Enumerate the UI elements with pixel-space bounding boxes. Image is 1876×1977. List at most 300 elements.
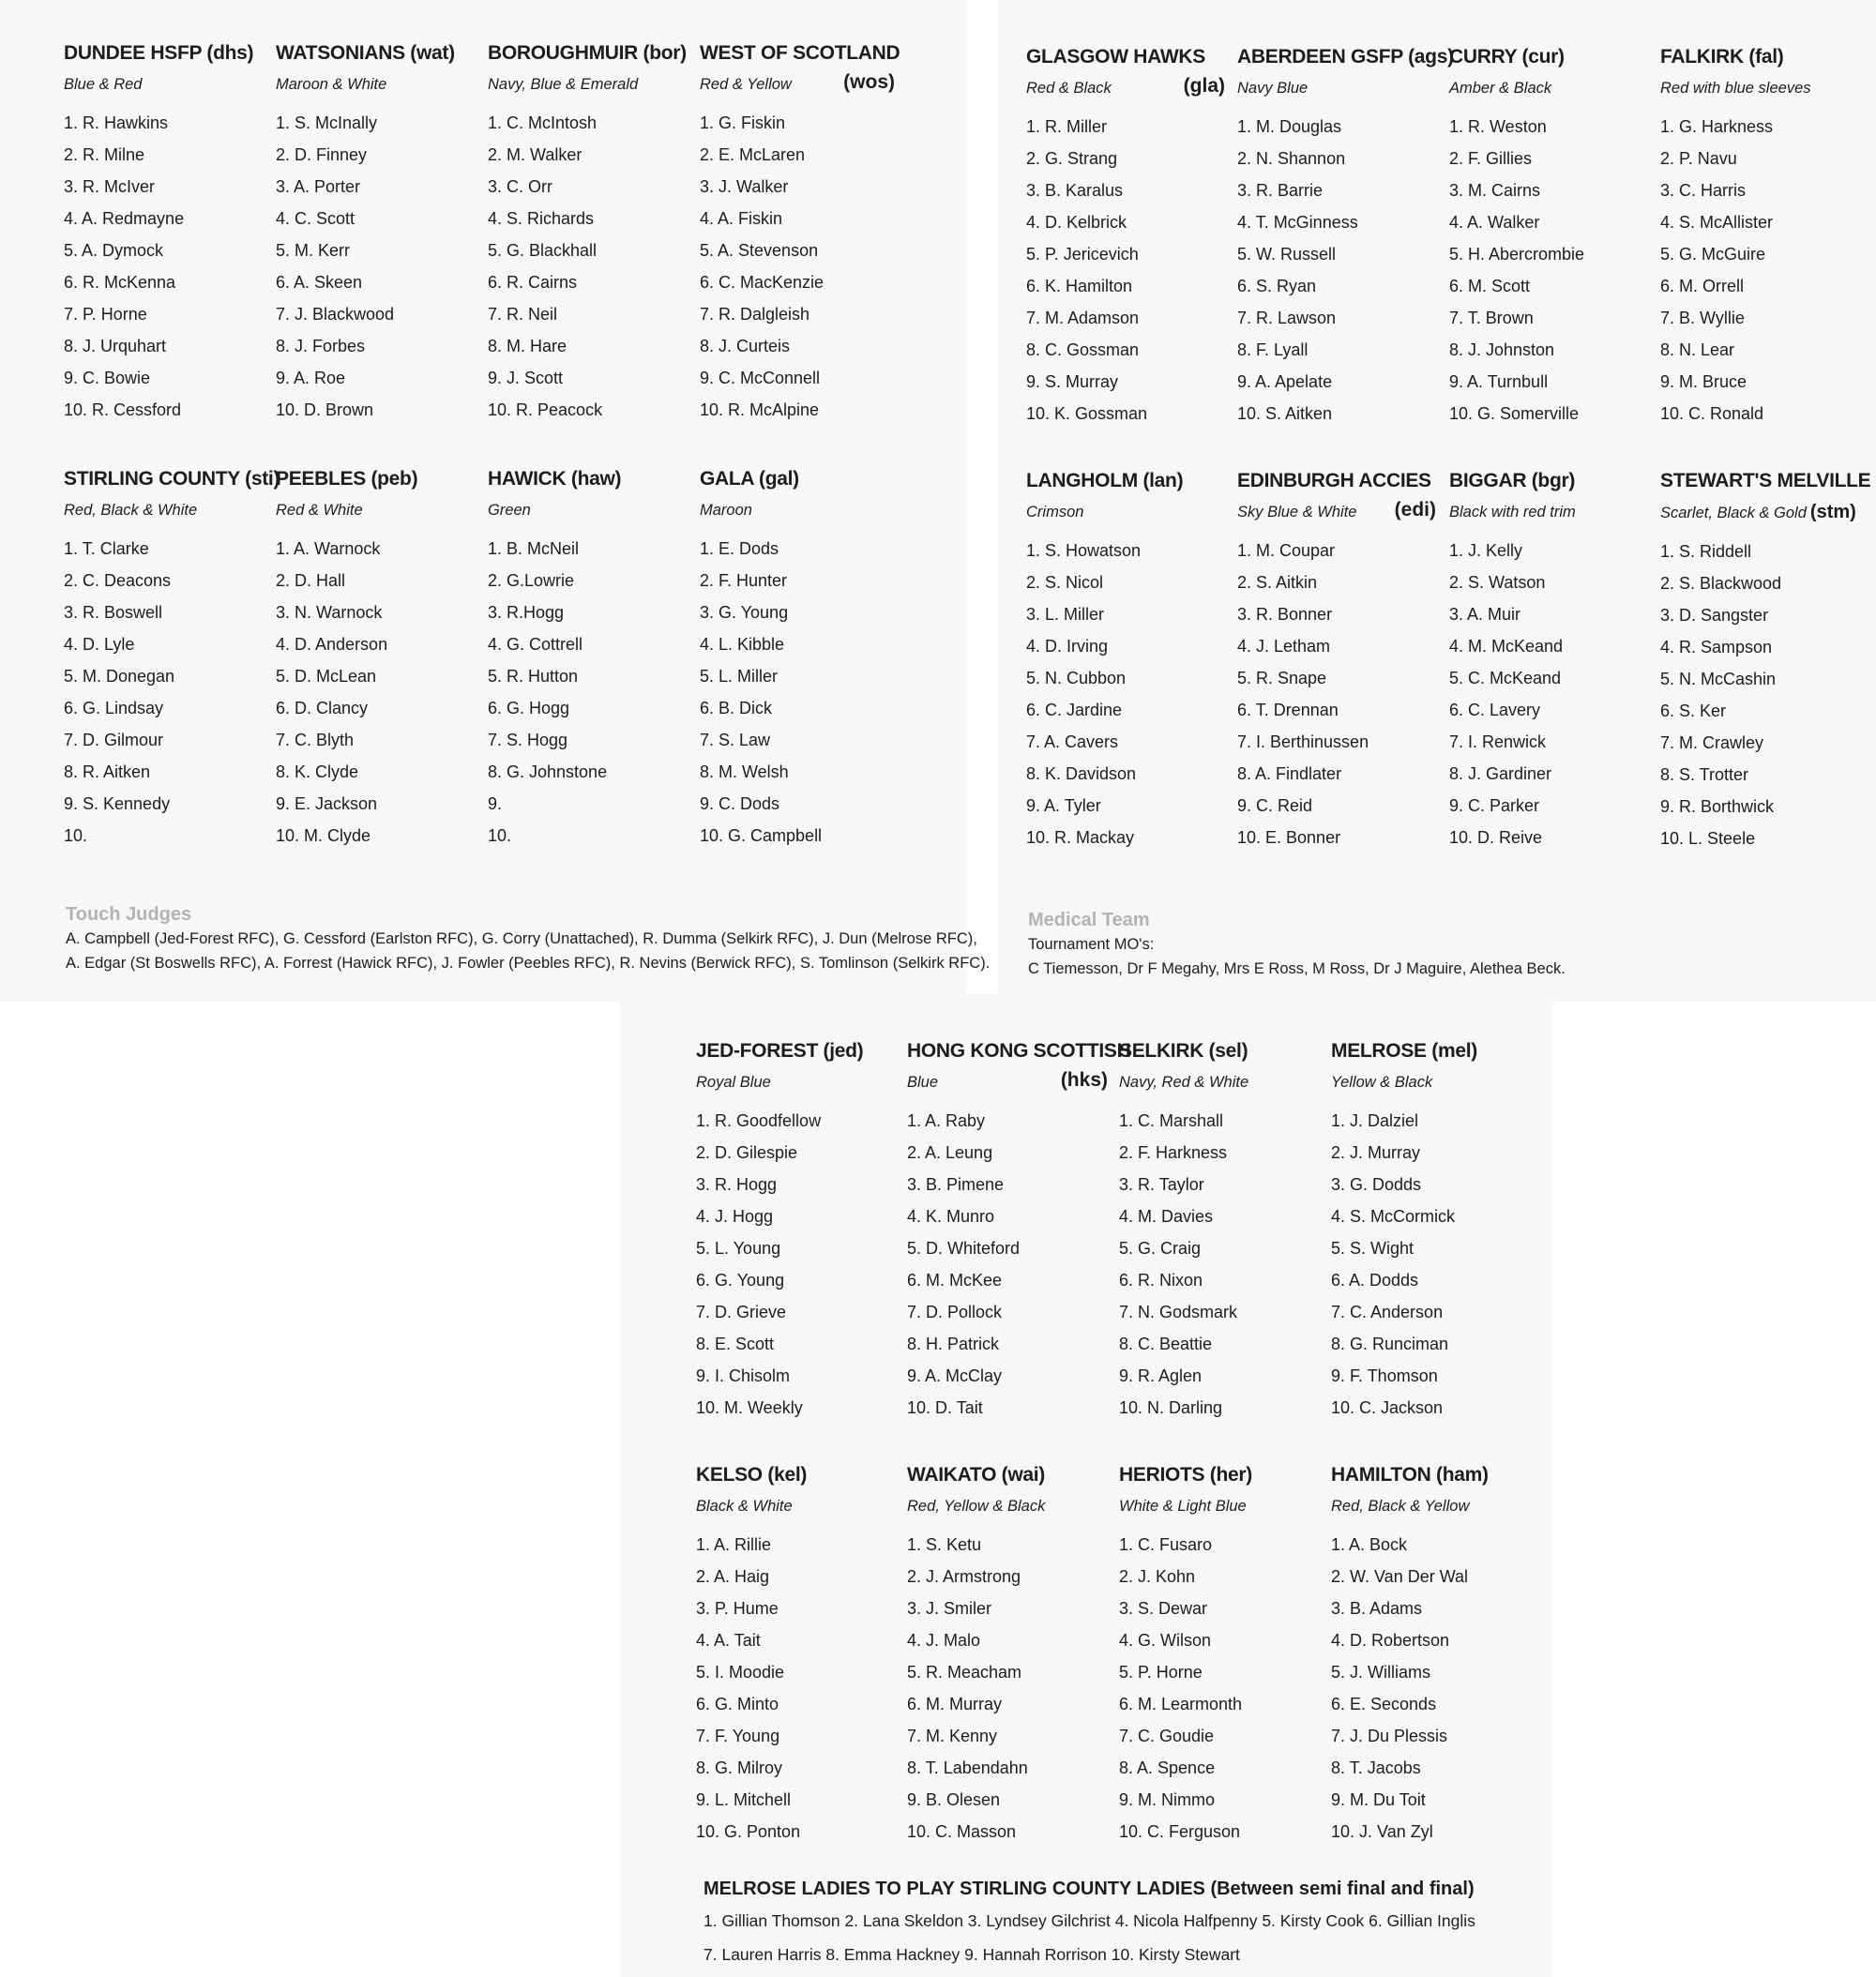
team-colours	[907, 1497, 1110, 1516]
player-entry: 5. M. Donegan	[64, 667, 175, 686]
team-colours-text: Blue & Red	[64, 76, 143, 93]
player-entry: 6. C. Jardine	[1026, 701, 1123, 719]
player-entry: 9. E. Jackson	[276, 794, 378, 813]
team-colours-text: Maroon & White	[276, 76, 387, 93]
team-colours	[1237, 79, 1438, 98]
team-name-text: MELROSE (mel)	[1331, 1040, 1477, 1062]
player-entry: 1. G. Fiskin	[700, 113, 786, 132]
player-entry: 6. C. Lavery	[1449, 701, 1541, 719]
player-entry: 9. S. Murray	[1026, 372, 1119, 391]
player-entry: 3. C. Orr	[488, 177, 553, 196]
player-entry: 3. S. Dewar	[1119, 1599, 1208, 1618]
player-entry: 8. A. Findlater	[1237, 764, 1342, 783]
player-entry: 8. J. Forbes	[276, 337, 366, 355]
team-colours	[1237, 499, 1438, 521]
player-entry: 8. J. Curteis	[700, 337, 791, 355]
player-entry: 2. M. Walker	[488, 145, 582, 164]
player-entry: 6. C. MacKenzie	[700, 273, 825, 292]
player-entry: 1. C. McIntosh	[488, 113, 598, 132]
player-entry: 3. R. Bonner	[1237, 605, 1333, 624]
player-entry: 2. J. Murray	[1331, 1143, 1421, 1162]
player-entry: 9. B. Olesen	[907, 1790, 1001, 1809]
player-entry: 4. J. Hogg	[696, 1207, 774, 1226]
player-entry: 2. F. Hunter	[700, 571, 788, 590]
player-entry: 8. J. Gardiner	[1449, 764, 1552, 783]
team-colours-text: Navy Blue	[1237, 80, 1309, 97]
player-entry: 2. F. Gillies	[1449, 149, 1533, 168]
player-entry: 6. K. Hamilton	[1026, 277, 1133, 295]
player-entry: 5. H. Abercrombie	[1449, 245, 1585, 264]
player-entry: 1. A. Warnock	[276, 539, 381, 558]
player-entry: 9. J. Scott	[488, 369, 564, 387]
team-colours	[276, 501, 473, 520]
player-list	[696, 1529, 899, 1848]
player-list	[700, 533, 897, 852]
player-entry: 6. R. McKenna	[64, 273, 176, 292]
player-entry: 5. C. McKeand	[1449, 669, 1562, 687]
player-entry: 4. T. McGinness	[1237, 213, 1358, 232]
player-entry: 5. I. Moodie	[696, 1663, 785, 1682]
team-name-text: SELKIRK (sel)	[1119, 1040, 1248, 1062]
team-colours	[1026, 503, 1227, 521]
player-entry: 10. E. Bonner	[1237, 828, 1341, 847]
player-entry: 10.	[64, 826, 88, 845]
player-entry: 5. L. Miller	[700, 667, 779, 686]
team-hamilton-ham	[1331, 1463, 1534, 1848]
player-entry: 8. M. Welsh	[700, 762, 789, 781]
team-west-of-scotland	[700, 41, 900, 426]
player-entry: 6. S. Ker	[1660, 702, 1727, 720]
team-colours-text: Royal Blue	[696, 1074, 771, 1091]
player-entry: 9.	[488, 794, 503, 813]
medical-team-section	[1028, 908, 1566, 981]
player-entry: 9. R. Aglen	[1119, 1366, 1203, 1385]
touch-judges-line-2: A. Edgar (St Boswells RFC), A. Forrest (Hawick RFC), J. Fowler (Peebles RFC), R. Nevins (Berwick RFC), S. Tomlinson (Selkirk RFC).	[66, 955, 991, 972]
team-langholm-lan	[1026, 469, 1227, 853]
touch-judges-section	[66, 902, 990, 975]
team-colours	[696, 1073, 899, 1092]
player-entry: 9. M. Bruce	[1660, 372, 1747, 391]
team-code: (hks)	[1060, 1069, 1108, 1091]
team-colours-text: Navy, Red & White	[1119, 1074, 1249, 1091]
ladies-match-title: MELROSE LADIES TO PLAY STIRLING COUNTY LADIES (Between semi final and final)	[704, 1879, 1475, 1899]
player-entry: 5. P. Horne	[1119, 1663, 1203, 1682]
team-colours	[488, 75, 685, 94]
player-entry: 10. N. Darling	[1119, 1398, 1223, 1417]
team-name	[1660, 469, 1871, 493]
player-entry: 10. D. Reive	[1449, 828, 1543, 847]
player-entry: 4. S. McCormick	[1331, 1207, 1456, 1226]
team-colours	[488, 501, 685, 520]
player-entry: 4. D. Lyle	[64, 635, 135, 654]
player-entry: 10. D. Tait	[907, 1398, 983, 1417]
player-entry: 7. D. Pollock	[907, 1303, 1003, 1321]
player-entry: 2. S. Blackwood	[1660, 574, 1782, 593]
player-entry: 7. M. Kenny	[907, 1727, 998, 1745]
team-name-text: HAWICK (haw)	[488, 468, 622, 490]
left-page	[0, 0, 991, 1002]
team-colours	[64, 75, 261, 94]
player-entry: 1. J. Dalziel	[1331, 1111, 1419, 1130]
team-colours-text: Red with blue sleeves	[1660, 80, 1811, 97]
player-entry: 10. C. Ronald	[1660, 404, 1764, 423]
player-entry: 5. A. Stevenson	[700, 241, 819, 260]
player-entry: 10. K. Gossman	[1026, 404, 1148, 423]
player-entry: 5. M. Kerr	[276, 241, 351, 260]
player-entry: 7. C. Goudie	[1119, 1727, 1215, 1745]
team-name	[1449, 45, 1650, 69]
team-name	[1331, 1463, 1534, 1487]
player-entry: 9. C. Parker	[1449, 796, 1540, 815]
player-entry: 8. K. Clyde	[276, 762, 359, 781]
player-entry: 1. C. Marshall	[1119, 1111, 1224, 1130]
player-entry: 5. L. Young	[696, 1239, 781, 1258]
player-list	[1660, 111, 1861, 430]
player-entry: 10. G. Ponton	[696, 1822, 801, 1841]
team-name-text: STIRLING COUNTY (sti)	[64, 468, 280, 490]
player-entry: 3. R. McIver	[64, 177, 156, 196]
ladies-match-section	[704, 1876, 1529, 1969]
player-entry: 3. A. Porter	[276, 177, 361, 196]
player-entry: 6. A. Dodds	[1331, 1271, 1419, 1290]
player-entry: 10. M. Weekly	[696, 1398, 803, 1417]
team-hong-kong-scottish	[907, 1039, 1131, 1424]
team-colours-text: Red & Yellow	[700, 76, 792, 93]
team-name	[1026, 45, 1227, 69]
team-colours-text: Crimson	[1026, 504, 1084, 521]
player-entry: 4. G. Wilson	[1119, 1631, 1212, 1650]
player-entry: 8. E. Scott	[696, 1335, 775, 1353]
player-entry: 4. S. McAllister	[1660, 213, 1774, 232]
player-entry: 5. R. Hutton	[488, 667, 579, 686]
team-name-text: GLASGOW HAWKS	[1026, 46, 1205, 68]
team-colours	[1449, 503, 1650, 521]
ladies-team-line-1: 1. Gillian Thomson 2. Lana Skeldon 3. Lyndsey Gilchrist 4. Nicola Halfpenny 5. Kirsty Cook 6. Gillian Inglis	[704, 1911, 1475, 1930]
team-name	[1331, 1039, 1534, 1064]
player-list	[1331, 1105, 1534, 1424]
player-entry: 2. J. Kohn	[1119, 1567, 1196, 1586]
team-selkirk-sel	[1119, 1039, 1322, 1424]
player-entry: 10. S. Aitken	[1237, 404, 1333, 423]
player-list	[907, 1529, 1110, 1848]
player-entry: 2. E. McLaren	[700, 145, 806, 164]
player-list	[1449, 111, 1650, 430]
player-list	[64, 107, 261, 426]
player-entry: 6. R. Nixon	[1119, 1271, 1203, 1290]
team-name	[488, 467, 685, 491]
player-entry: 4. L. Kibble	[700, 635, 785, 654]
team-colours-text: Red, Black & Yellow	[1331, 1498, 1470, 1515]
player-entry: 7. C. Blyth	[276, 731, 355, 749]
player-entry: 7. J. Du Plessis	[1331, 1727, 1448, 1745]
player-entry: 6. T. Drennan	[1237, 701, 1339, 719]
player-entry: 4. R. Sampson	[1660, 638, 1773, 656]
team-colours-text: Red & Black	[1026, 80, 1112, 97]
player-entry: 1. C. Fusaro	[1119, 1535, 1213, 1554]
team-stirling-county-sti	[64, 467, 280, 852]
player-entry: 2. A. Haig	[696, 1567, 770, 1586]
team-name-text: CURRY (cur)	[1449, 46, 1565, 68]
player-entry: 7. M. Adamson	[1026, 309, 1140, 327]
player-entry: 5. G. McGuire	[1660, 245, 1766, 264]
player-entry: 9. C. McConnell	[700, 369, 821, 387]
player-entry: 1. S. Ketu	[907, 1535, 982, 1554]
player-list	[700, 107, 897, 426]
player-entry: 9. A. McClay	[907, 1366, 1003, 1385]
team-name	[276, 467, 473, 491]
team-name-text: ABERDEEN GSFP (ags)	[1237, 46, 1454, 68]
player-entry: 1. A. Rillie	[696, 1535, 772, 1554]
player-entry: 8. T. Labendahn	[907, 1758, 1028, 1777]
team-heriots-her	[1119, 1463, 1322, 1848]
player-entry: 3. C. Harris	[1660, 181, 1747, 200]
player-list	[907, 1105, 1110, 1424]
player-entry: 3. N. Warnock	[276, 603, 383, 622]
player-entry: 10. R. Cessford	[64, 400, 182, 419]
team-name	[1449, 469, 1650, 493]
player-entry: 9. A. Tyler	[1026, 796, 1101, 815]
player-entry: 6. G. Lindsay	[64, 699, 164, 717]
player-entry: 5. R. Meacham	[907, 1663, 1022, 1682]
team-colours	[907, 1069, 1110, 1092]
player-entry: 10. C. Masson	[907, 1822, 1017, 1841]
player-entry: 8. R. Aitken	[64, 762, 151, 781]
player-entry: 2. W. Van Der Wal	[1331, 1567, 1469, 1586]
team-colours	[1119, 1073, 1322, 1092]
player-entry: 6. M. McKee	[907, 1271, 1003, 1290]
team-colours-text: Green	[488, 502, 531, 519]
player-entry: 4. J. Letham	[1237, 637, 1331, 656]
team-colours-text: Red, Black & White	[64, 502, 198, 519]
player-entry: 4. J. Malo	[907, 1631, 981, 1650]
player-entry: 3. R. Taylor	[1119, 1175, 1204, 1194]
team-stewart-s-melville	[1660, 469, 1871, 854]
right-page	[998, 0, 1876, 1002]
player-entry: 2. J. Armstrong	[907, 1567, 1021, 1586]
player-entry: 4. A. Walker	[1449, 213, 1540, 232]
player-entry: 5. N. McCashin	[1660, 670, 1777, 688]
player-entry: 10. M. Clyde	[276, 826, 371, 845]
team-falkirk-fal	[1660, 45, 1861, 430]
team-hawick-haw	[488, 467, 685, 852]
team-melrose-mel	[1331, 1039, 1534, 1424]
team-colours-text: Blue	[907, 1074, 939, 1091]
player-entry: 8. H. Patrick	[907, 1335, 1000, 1353]
player-entry: 3. M. Cairns	[1449, 181, 1541, 200]
player-entry: 1. T. Clarke	[64, 539, 149, 558]
player-entry: 4. M. McKeand	[1449, 637, 1564, 656]
team-name-text: WATSONIANS (wat)	[276, 42, 455, 64]
team-code: (wos)	[843, 71, 895, 93]
team-colours	[1331, 1497, 1534, 1516]
team-colours	[696, 1497, 899, 1516]
player-entry: 6. A. Skeen	[276, 273, 363, 292]
player-entry: 6. S. Ryan	[1237, 277, 1317, 295]
player-entry: 2. R. Milne	[64, 145, 145, 164]
touch-judges-title: Touch Judges	[66, 904, 192, 925]
player-entry: 6. G. Hogg	[488, 699, 570, 717]
player-list	[1026, 535, 1227, 853]
player-entry: 5. S. Wight	[1331, 1239, 1415, 1258]
player-entry: 4. S. Richards	[488, 209, 595, 228]
team-name	[696, 1463, 899, 1487]
team-colours-text: Black with red trim	[1449, 504, 1576, 521]
team-biggar-bgr	[1449, 469, 1650, 853]
player-entry: 9. C. Dods	[700, 794, 780, 813]
player-entry: 7. T. Brown	[1449, 309, 1534, 327]
player-entry: 3. D. Sangster	[1660, 606, 1769, 625]
player-entry: 1. M. Douglas	[1237, 117, 1342, 136]
player-entry: 9. A. Turnbull	[1449, 372, 1549, 391]
player-entry: 1. A. Bock	[1331, 1535, 1408, 1554]
player-entry: 3. R. Boswell	[64, 603, 163, 622]
team-name	[1026, 469, 1227, 493]
team-colours-text: Sky Blue & White	[1237, 504, 1357, 521]
player-entry: 8. M. Hare	[488, 337, 567, 355]
player-entry: 9. A. Roe	[276, 369, 346, 387]
player-entry: 4. A. Redmayne	[64, 209, 185, 228]
player-entry: 9. I. Chisolm	[696, 1366, 791, 1385]
team-colours-text: Red, Yellow & Black	[907, 1498, 1046, 1515]
team-name-text: EDINBURGH ACCIES	[1237, 470, 1431, 491]
team-jed-forest-jed	[696, 1039, 899, 1424]
player-entry: 10. R. Peacock	[488, 400, 603, 419]
player-entry: 7. R. Lawson	[1237, 309, 1337, 327]
player-list	[64, 533, 261, 852]
player-entry: 7. M. Crawley	[1660, 733, 1764, 752]
ladies-team-line-2: 7. Lauren Harris 8. Emma Hackney 9. Hannah Rorrison 10. Kirsty Stewart	[704, 1945, 1240, 1964]
player-entry: 7. S. Hogg	[488, 731, 568, 749]
player-entry: 10. C. Jackson	[1331, 1398, 1444, 1417]
team-name-text: WEST OF SCOTLAND	[700, 42, 900, 64]
team-name-text: STEWART'S MELVILLE	[1660, 470, 1871, 491]
player-entry: 2. G.Lowrie	[488, 571, 575, 590]
player-entry: 10. G. Campbell	[700, 826, 823, 845]
player-entry: 10. C. Ferguson	[1119, 1822, 1241, 1841]
player-entry: 7. I. Renwick	[1449, 732, 1547, 751]
team-colours	[1119, 1497, 1322, 1516]
player-entry: 1. B. McNeil	[488, 539, 580, 558]
team-name	[1237, 469, 1438, 493]
team-name	[700, 467, 897, 491]
team-colours	[1026, 75, 1227, 98]
player-entry: 10. D. Brown	[276, 400, 374, 419]
player-entry: 5. G. Blackhall	[488, 241, 598, 260]
player-entry: 2. N. Shannon	[1237, 149, 1346, 168]
team-colours-text: Red & White	[276, 502, 363, 519]
team-name	[696, 1039, 899, 1064]
player-list	[1449, 535, 1650, 853]
player-entry: 9. L. Mitchell	[696, 1790, 792, 1809]
player-entry: 6. M. Orrell	[1660, 277, 1745, 295]
player-entry: 8. S. Trotter	[1660, 765, 1749, 784]
team-name	[1119, 1039, 1322, 1064]
player-entry: 1. G. Harkness	[1660, 117, 1774, 136]
player-entry: 3. B. Karalus	[1026, 181, 1124, 200]
team-name-text: HERIOTS (her)	[1119, 1464, 1252, 1486]
team-edinburgh-accies	[1237, 469, 1438, 853]
player-entry: 9. M. Nimmo	[1119, 1790, 1216, 1809]
player-entry: 8. C. Beattie	[1119, 1335, 1213, 1353]
player-entry: 8. J. Johnston	[1449, 340, 1555, 359]
player-entry: 1. S. McInally	[276, 113, 378, 132]
player-entry: 5. J. Williams	[1331, 1663, 1431, 1682]
player-entry: 9. C. Reid	[1237, 796, 1313, 815]
player-entry: 4. A. Fiskin	[700, 209, 783, 228]
team-colours-text: Amber & Black	[1449, 80, 1552, 97]
player-entry: 5. A. Dymock	[64, 241, 164, 260]
player-list	[1119, 1105, 1322, 1424]
player-entry: 5. W. Russell	[1237, 245, 1337, 264]
player-entry: 4. M. Davies	[1119, 1207, 1214, 1226]
player-entry: 4. K. Munro	[907, 1207, 995, 1226]
player-entry: 9. C. Bowie	[64, 369, 151, 387]
team-name-text: DUNDEE HSFP (dhs)	[64, 42, 254, 64]
team-glasgow-hawks	[1026, 45, 1227, 430]
player-entry: 5. D. Whiteford	[907, 1239, 1021, 1258]
player-entry: 3. J. Smiler	[907, 1599, 992, 1618]
player-list	[276, 107, 473, 426]
player-entry: 2. S. Nicol	[1026, 573, 1104, 592]
player-entry: 3. B. Adams	[1331, 1599, 1423, 1618]
team-colours	[700, 71, 897, 94]
team-name	[1119, 1463, 1322, 1487]
player-entry: 1. R. Weston	[1449, 117, 1547, 136]
team-code: (stm)	[1809, 502, 1856, 522]
player-entry: 3. R. Hogg	[696, 1175, 778, 1194]
team-colours	[1331, 1073, 1534, 1092]
player-entry: 1. M. Coupar	[1237, 541, 1336, 560]
player-entry: 9. M. Du Toit	[1331, 1790, 1426, 1809]
team-colours-text: Yellow & Black	[1331, 1074, 1433, 1091]
team-colours-text: Black & White	[696, 1498, 793, 1515]
player-entry: 10. G. Somerville	[1449, 404, 1580, 423]
player-entry: 10. R. Mackay	[1026, 828, 1135, 847]
team-name-text: FALKIRK (fal)	[1660, 46, 1784, 68]
player-entry: 6. M. Scott	[1449, 277, 1531, 295]
team-dundee-hsfp-dhs	[64, 41, 261, 426]
player-entry: 7. D. Gilmour	[64, 731, 164, 749]
player-entry: 1. J. Kelly	[1449, 541, 1523, 560]
player-entry: 5. N. Cubbon	[1026, 669, 1127, 687]
player-entry: 8. T. Jacobs	[1331, 1758, 1421, 1777]
player-entry: 7. J. Blackwood	[276, 305, 395, 324]
player-entry: 7. I. Berthinussen	[1237, 732, 1369, 751]
team-colours	[1660, 503, 1861, 522]
team-name-text: PEEBLES (peb)	[276, 468, 418, 490]
team-colours	[276, 75, 473, 94]
player-entry: 5. D. McLean	[276, 667, 377, 686]
player-entry: 6. D. Clancy	[276, 699, 369, 717]
player-entry: 2. A. Leung	[907, 1143, 993, 1162]
player-entry: 6. R. Cairns	[488, 273, 578, 292]
player-entry: 9. F. Thomson	[1331, 1366, 1438, 1385]
player-entry: 7. R. Dalgleish	[700, 305, 810, 324]
team-waikato-wai	[907, 1463, 1110, 1848]
player-entry: 2. G. Strang	[1026, 149, 1118, 168]
player-entry: 6. E. Seconds	[1331, 1695, 1437, 1713]
player-entry: 1. S. Riddell	[1660, 542, 1752, 561]
team-colours-text: White & Light Blue	[1119, 1498, 1247, 1515]
player-entry: 3. L. Miller	[1026, 605, 1105, 624]
team-colours	[64, 501, 261, 520]
player-entry: 3. J. Walker	[700, 177, 789, 196]
player-entry: 3. P. Hume	[696, 1599, 779, 1618]
team-name	[64, 467, 280, 491]
player-entry: 5. R. Snape	[1237, 669, 1327, 687]
player-entry: 1. A. Raby	[907, 1111, 986, 1130]
player-entry: 4. D. Robertson	[1331, 1631, 1450, 1650]
